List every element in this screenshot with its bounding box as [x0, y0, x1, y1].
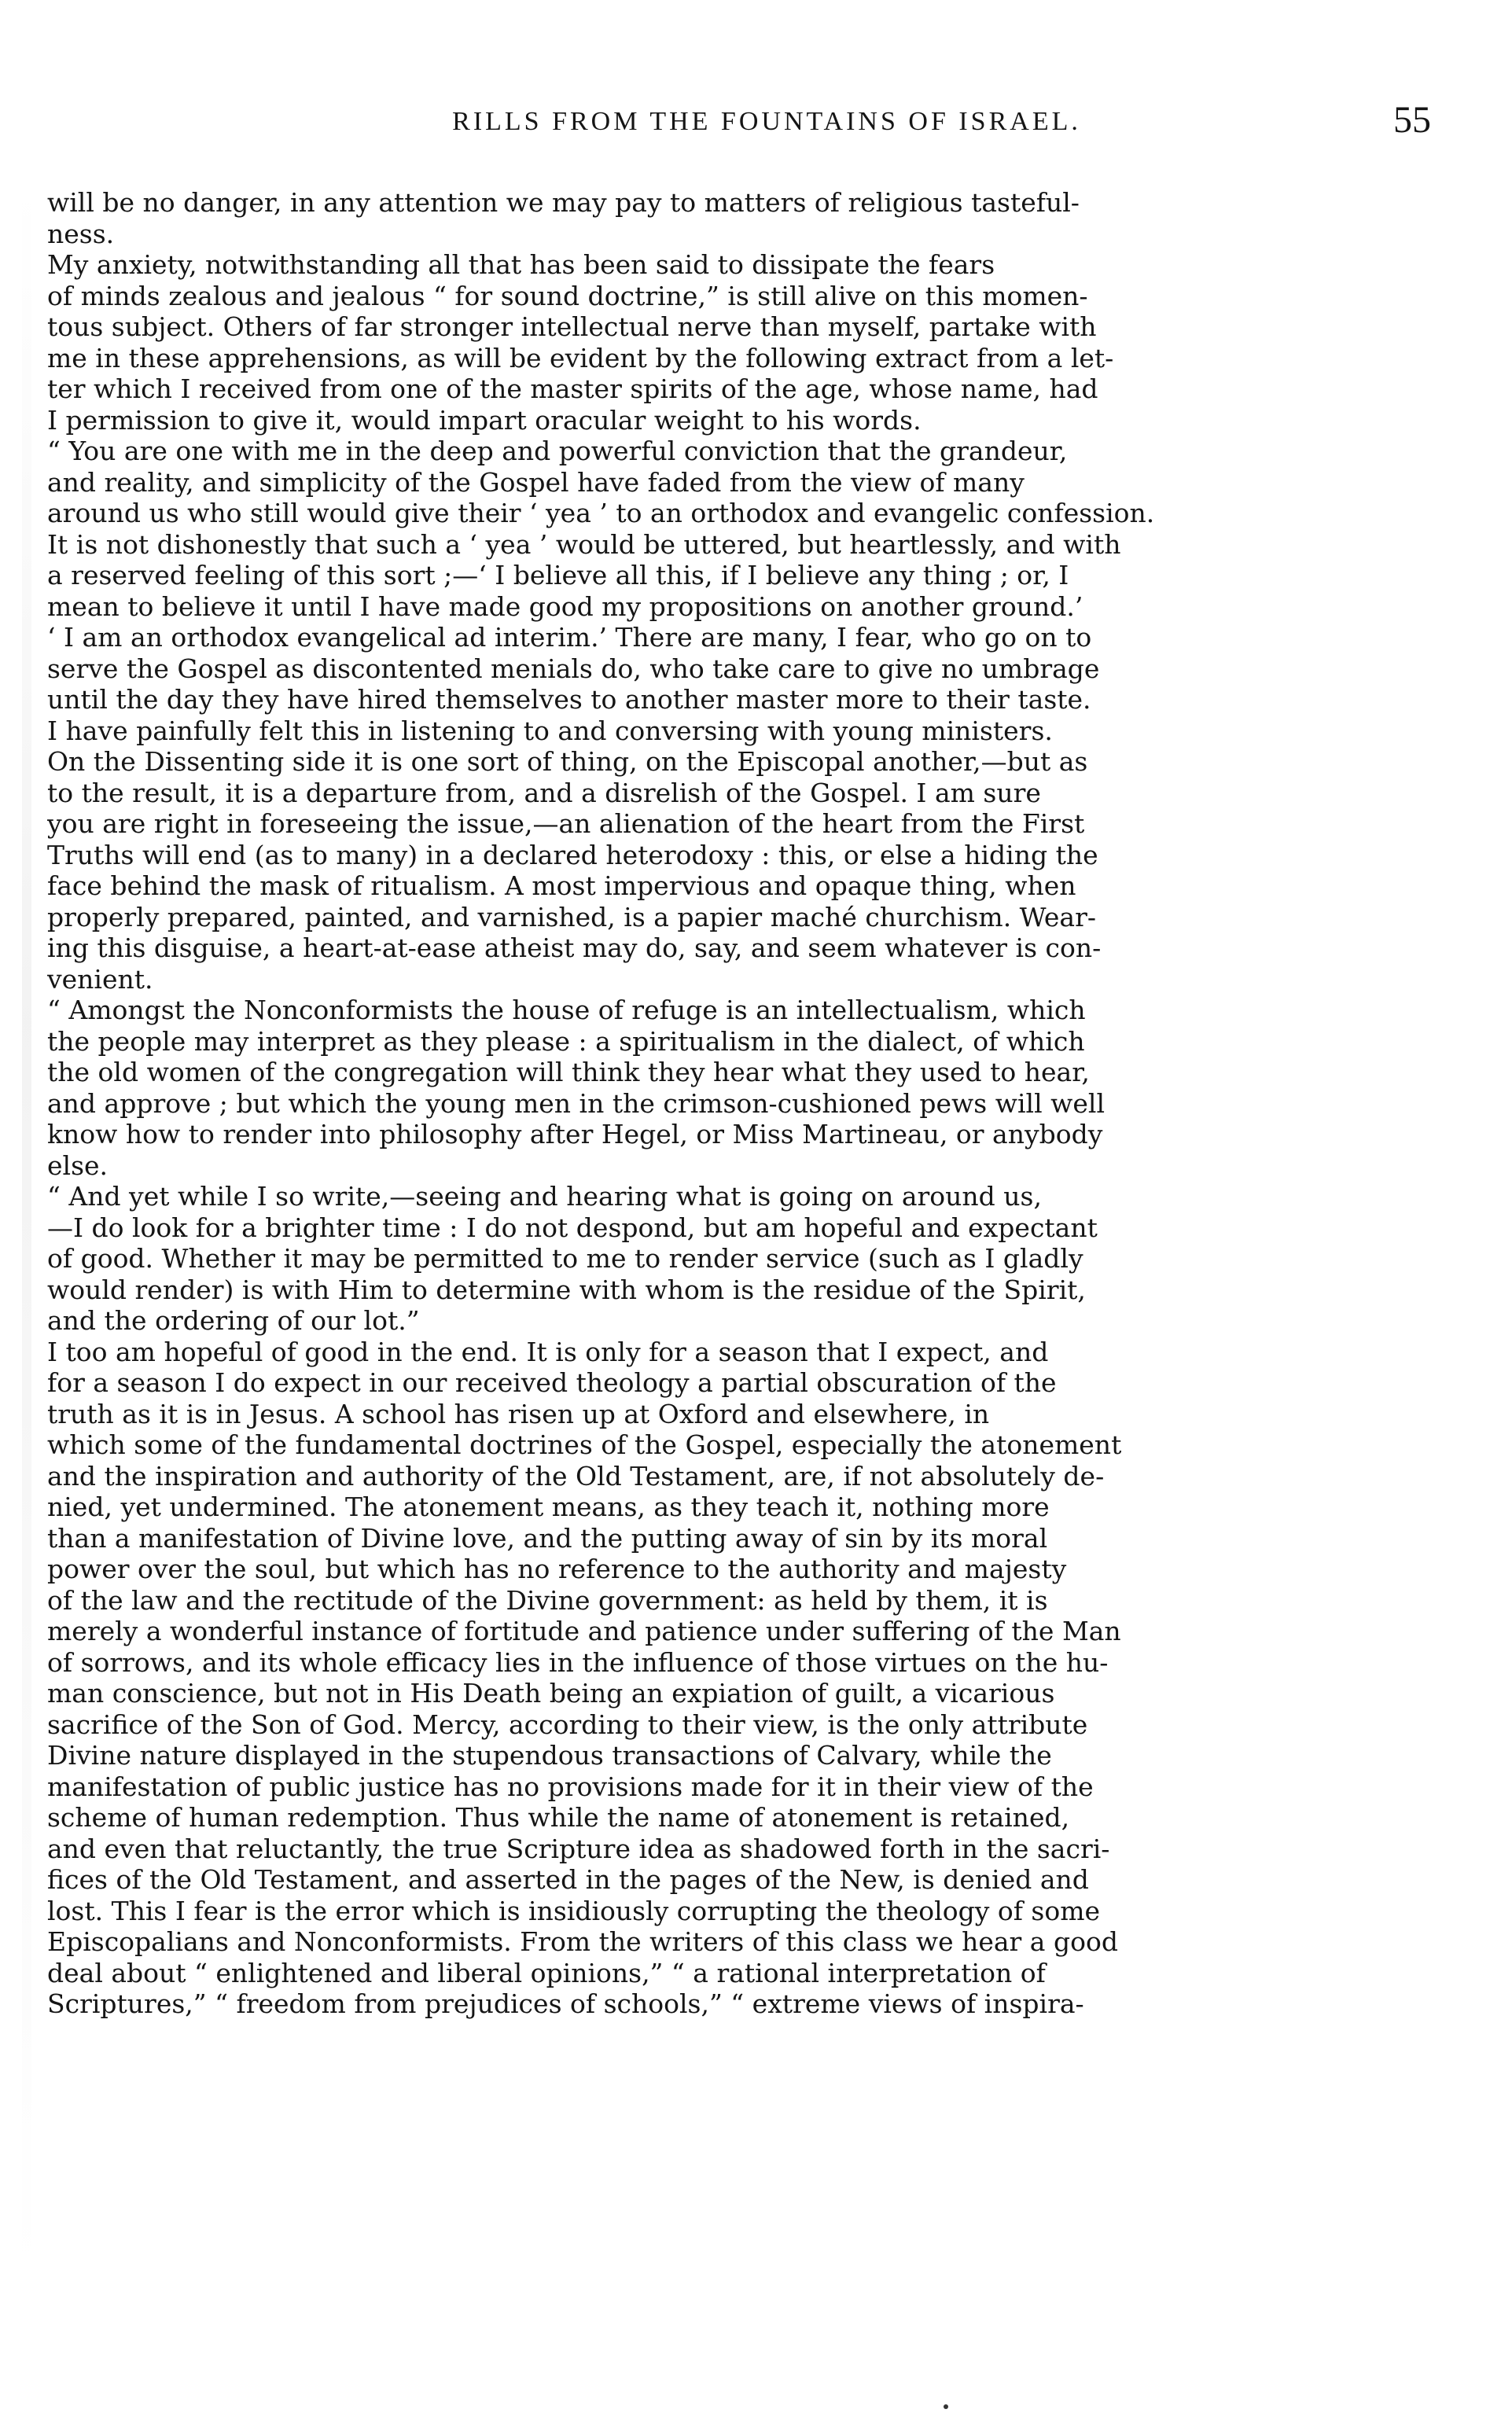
text-line: will be no danger, in any attention we may pay to matters of religious tasteful-: [47, 187, 1080, 218]
text-line: the people may interpret as they please : a spiritualism in the dialect, of which: [47, 1025, 1085, 1057]
text-line: know how to render into philosophy after Hegel, or Miss Martineau, or anybody: [47, 1119, 1103, 1149]
text-line: Divine nature displayed in the stupendous transactions of Calvary, while the: [47, 1740, 1052, 1771]
text-line: merely a wonderful instance of fortitude and patience under suffering of the Man: [47, 1616, 1121, 1646]
text-line: a reserved feeling of this sort ;—‘ I believe all this, if I believe any thing ; or, I: [47, 560, 1069, 590]
text-line: and the inspiration and authority of the Old Testament, are, if not absolutely de-: [47, 1460, 1105, 1492]
text-line: ing this disguise, a heart-at-ease atheist may do, say, and seem whatever is con-: [47, 932, 1102, 963]
text-line: mean to believe it until I have made good my propositions on another ground.’: [47, 590, 1083, 622]
text-line: ‘ I am an orthodox evangelical ad interim.’ There are many, I fear, who go on to: [47, 622, 1092, 653]
text-line: around us who still would give their ‘ yea ’ to an orthodox and evangelic confession.: [47, 498, 1155, 528]
running-head: RILLS FROM THE FOUNTAINS OF ISRAEL.: [452, 107, 1081, 136]
text-line: to the result, it is a departure from, and a disrelish of the Gospel. I am sure: [47, 777, 1041, 808]
text-line: —I do look for a brighter time : I do not despond, but am hopeful and expectant: [47, 1212, 1098, 1243]
page-number: 55: [1393, 99, 1431, 141]
text-line: [47, 2051, 1392, 2082]
text-line: [47, 2144, 1392, 2176]
text-line: the old women of the congregation will think they hear what they used to hear,: [47, 1057, 1090, 1087]
text-line: [47, 2082, 1392, 2113]
text-line: nied, yet undermined. The atonement means, as they teach it, nothing more: [47, 1492, 1050, 1522]
text-line: [47, 2175, 1392, 2206]
text-line: me in these apprehensions, as will be evident by the following extract from a let-: [47, 342, 1114, 373]
text-line: venient.: [47, 963, 153, 995]
text-line: [47, 2113, 1392, 2144]
text-line: serve the Gospel as discontented menials do, who take care to give no umbrage: [47, 653, 1100, 684]
text-line: of the law and the rectitude of the Divine government: as held by them, it is: [47, 1584, 1048, 1616]
text-line: for a season I do expect in our received theology a partial obscuration of the: [47, 1367, 1057, 1398]
text-line: and approve ; but which the young men in the crimson-cushioned pews will well: [47, 1087, 1105, 1119]
text-line: “ Amongst the Nonconformists the house of refuge is an intellectualism, which: [47, 995, 1086, 1025]
text-line: power over the soul, but which has no reference to the authority and majesty: [47, 1554, 1067, 1584]
text-line: scheme of human redemption. Thus while the name of atonement is retained,: [47, 1802, 1070, 1833]
text-line: [47, 2020, 1392, 2051]
text-line: else.: [47, 1149, 109, 1181]
text-line: which some of the fundamental doctrines of the Gospel, especially the atonement: [47, 1429, 1122, 1460]
text-line: Truths will end (as to many) in a declared heterodoxy : this, or else a hiding the: [47, 839, 1098, 870]
gutter-shadow: [22, 186, 31, 2277]
print-speck: [944, 2404, 948, 2409]
text-line: ness.: [47, 218, 115, 249]
text-line: manifestation of public justice has no provisions made for it in their view of the: [47, 1771, 1094, 1802]
text-line: I have painfully felt this in listening to and conversing with young ministers.: [47, 715, 1053, 746]
text-line: until the day they have hired themselves to another master more to their taste.: [47, 684, 1091, 715]
text-line: would render) is with Him to determine with whom is the residue of the Spirit,: [47, 1274, 1086, 1305]
text-line: Episcopalians and Nonconformists. From the writers of this class we hear a good: [47, 1926, 1118, 1957]
text-line: properly prepared, painted, and varnished, is a papier maché churchism. Wear-: [47, 901, 1097, 932]
text-line: On the Dissenting side it is one sort of thing, on the Episcopal another,—but as: [47, 746, 1088, 777]
text-line: “ You are one with me in the deep and powerful conviction that the grandeur,: [47, 436, 1068, 466]
text-line: you are right in foreseeing the issue,—an alienation of the heart from the First: [47, 808, 1085, 839]
text-line: truth as it is in Jesus. A school has risen up at Oxford and elsewhere, in: [47, 1398, 990, 1429]
text-line: sacrifice of the Son of God. Mercy, according to their view, is the only attribute: [47, 1709, 1088, 1740]
text-line: and even that reluctantly, the true Scripture idea as shadowed forth in the sacri-: [47, 1833, 1110, 1864]
text-line: fices of the Old Testament, and asserted in the pages of the New, is denied and: [47, 1864, 1089, 1895]
body-text: [47, 187, 1392, 2206]
text-line: Scriptures,” “ freedom from prejudices of schools,” “ extreme views of inspira-: [47, 1988, 1084, 2019]
text-line: I too am hopeful of good in the end. It is only for a season that I expect, and: [47, 1336, 1049, 1367]
text-line: deal about “ enlightened and liberal opinions,” “ a rational interpretation of: [47, 1957, 1046, 1988]
text-line: “ And yet while I so write,—seeing and hearing what is going on around us,: [47, 1181, 1042, 1212]
text-line: man conscience, but not in His Death being an expiation of guilt, a vicarious: [47, 1678, 1055, 1709]
text-line: than a manifestation of Divine love, and the putting away of sin by its moral: [47, 1522, 1048, 1554]
text-line: and the ordering of our lot.”: [47, 1305, 420, 1336]
text-line: ter which I received from one of the master spirits of the age, whose name, had: [47, 373, 1098, 404]
text-line: of good. Whether it may be permitted to me to render service (such as I gladly: [47, 1243, 1083, 1274]
text-line: face behind the mask of ritualism. A most impervious and opaque thing, when: [47, 870, 1076, 901]
text-line: I permission to give it, would impart oracular weight to his words.: [47, 404, 922, 436]
text-line: lost. This I fear is the error which is insidiously corrupting the theology of some: [47, 1895, 1101, 1926]
text-line: and reality, and simplicity of the Gospel have faded from the view of many: [47, 466, 1025, 498]
text-line: of minds zealous and jealous “ for sound doctrine,” is still alive on this momen-: [47, 280, 1088, 311]
text-line: tous subject. Others of far stronger intellectual nerve than myself, partake with: [47, 311, 1097, 342]
text-line: of sorrows, and its whole efficacy lies in the influence of those virtues on the hu-: [47, 1646, 1109, 1678]
text-line: My anxiety, notwithstanding all that has been said to dissipate the fears: [47, 249, 995, 280]
text-line: It is not dishonestly that such a ‘ yea ’ would be uttered, but heartlessly, and with: [47, 528, 1121, 560]
